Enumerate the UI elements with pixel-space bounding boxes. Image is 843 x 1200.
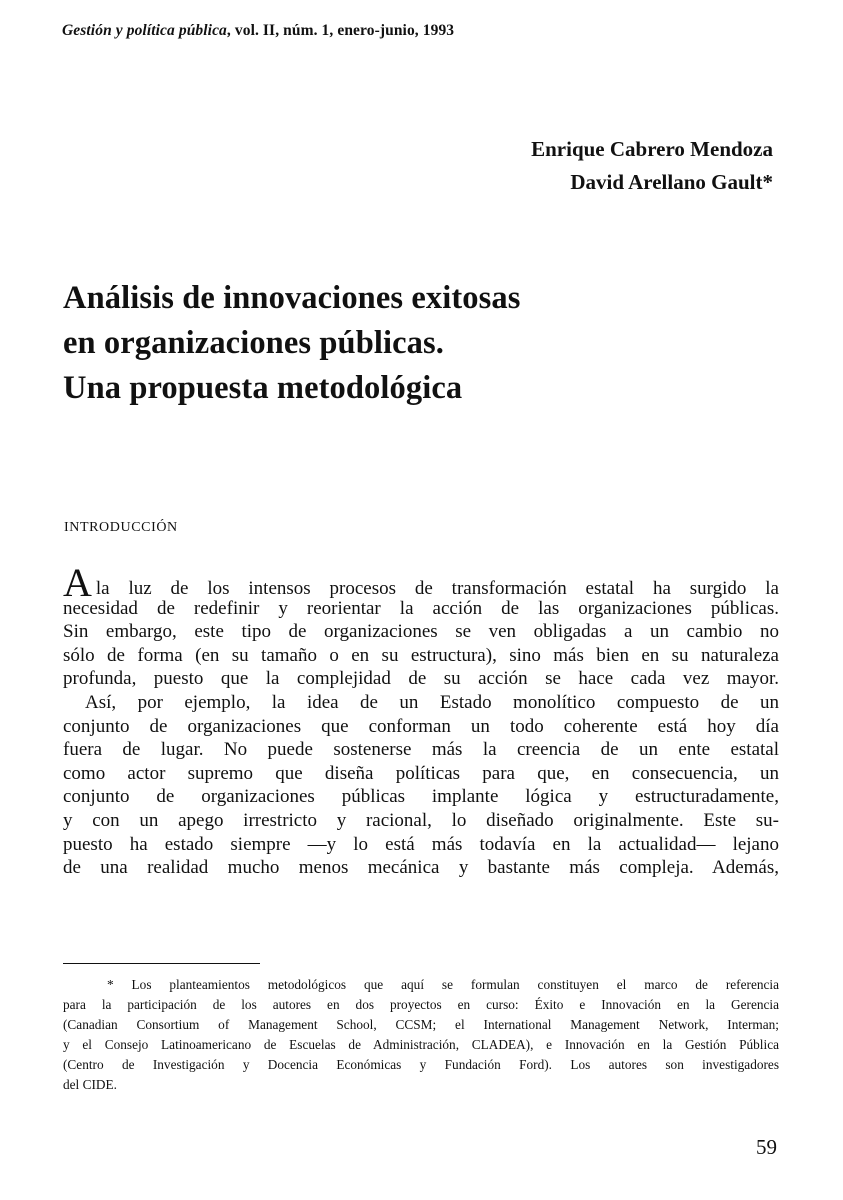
article-title [63,276,520,411]
footnote-divider [63,963,260,964]
body-line: Sin embargo, este tipo de organizaciones se ven obligadas a un cambio no [63,621,779,643]
body-line-text: la luz de los intensos procesos de transformación estatal ha surgido la [95,578,779,599]
footnote-line: del CIDE. [63,1077,117,1092]
author-name: David Arellano Gault* [570,170,773,194]
running-header [62,22,454,40]
journal-citation: , vol. II, núm. 1, enero-junio, 1993 [226,22,455,39]
footnote-line: y el Consejo Latinoamericano de Escuelas de Administración, CLADEA), e Innovación en la Gestión Pública [63,1037,779,1052]
footnote-line: * Los planteamientos metodológicos que aquí se formulan constituyen el marco de referencia [107,977,779,992]
body-line: y con un apego irrestricto y racional, lo diseñado originalmente. Este su- [63,809,779,831]
authors-block [531,133,773,199]
body-line: conjunto de organizaciones que conforman un todo coherente está hoy día [63,715,779,737]
author-name: Enrique Cabrero Mendoza [531,137,773,161]
body-line: como actor supremo que diseña políticas para que, en consecuencia, un [63,762,779,784]
title-line: Una propuesta metodológica [63,370,463,406]
body-line: sólo de forma (en su tamaño o en su estructura), sino más bien en su naturaleza [63,644,779,666]
journal-name: Gestión y política pública [62,22,227,39]
body-line: conjunto de organizaciones públicas implante lógica y estructuradamente, [63,786,779,808]
title-line: en organizaciones públicas. [63,325,444,361]
body-line: Así, por ejemplo, la idea de un Estado monolítico compuesto de un [85,691,779,713]
body-text [63,560,779,880]
body-line: fuera de lugar. No puede sostenerse más la creencia de un ente estatal [63,739,779,761]
drop-cap: A [63,560,92,605]
body-line [63,560,779,605]
body-line: de una realidad mucho menos mecánica y bastante más compleja. Además, [63,857,779,879]
body-line: necesidad de redefinir y reorientar la acción de las organizaciones públicas. [63,597,779,619]
footnote-line: (Centro de Investigación y Docencia Económicas y Fundación Ford). Los autores son investigadores [63,1057,779,1072]
footnote [63,975,779,1095]
footnote-line: para la participación de los autores en dos proyectos en curso: Éxito e Innovación en la Gerencia [63,997,779,1012]
body-line: puesto ha estado siempre —y lo está más todavía en la actualidad— lejano [63,833,779,855]
page-number: 59 [756,1135,777,1159]
title-line: Análisis de innovaciones exitosas [63,280,521,316]
body-line: profunda, puesto que la complejidad de su acción se hace cada vez mayor. [63,668,779,690]
footnote-line: (Canadian Consortium of Management School, CCSM; el International Management Network, Interman; [63,1017,779,1032]
section-heading: INTRODUCCIÓN [64,520,178,535]
